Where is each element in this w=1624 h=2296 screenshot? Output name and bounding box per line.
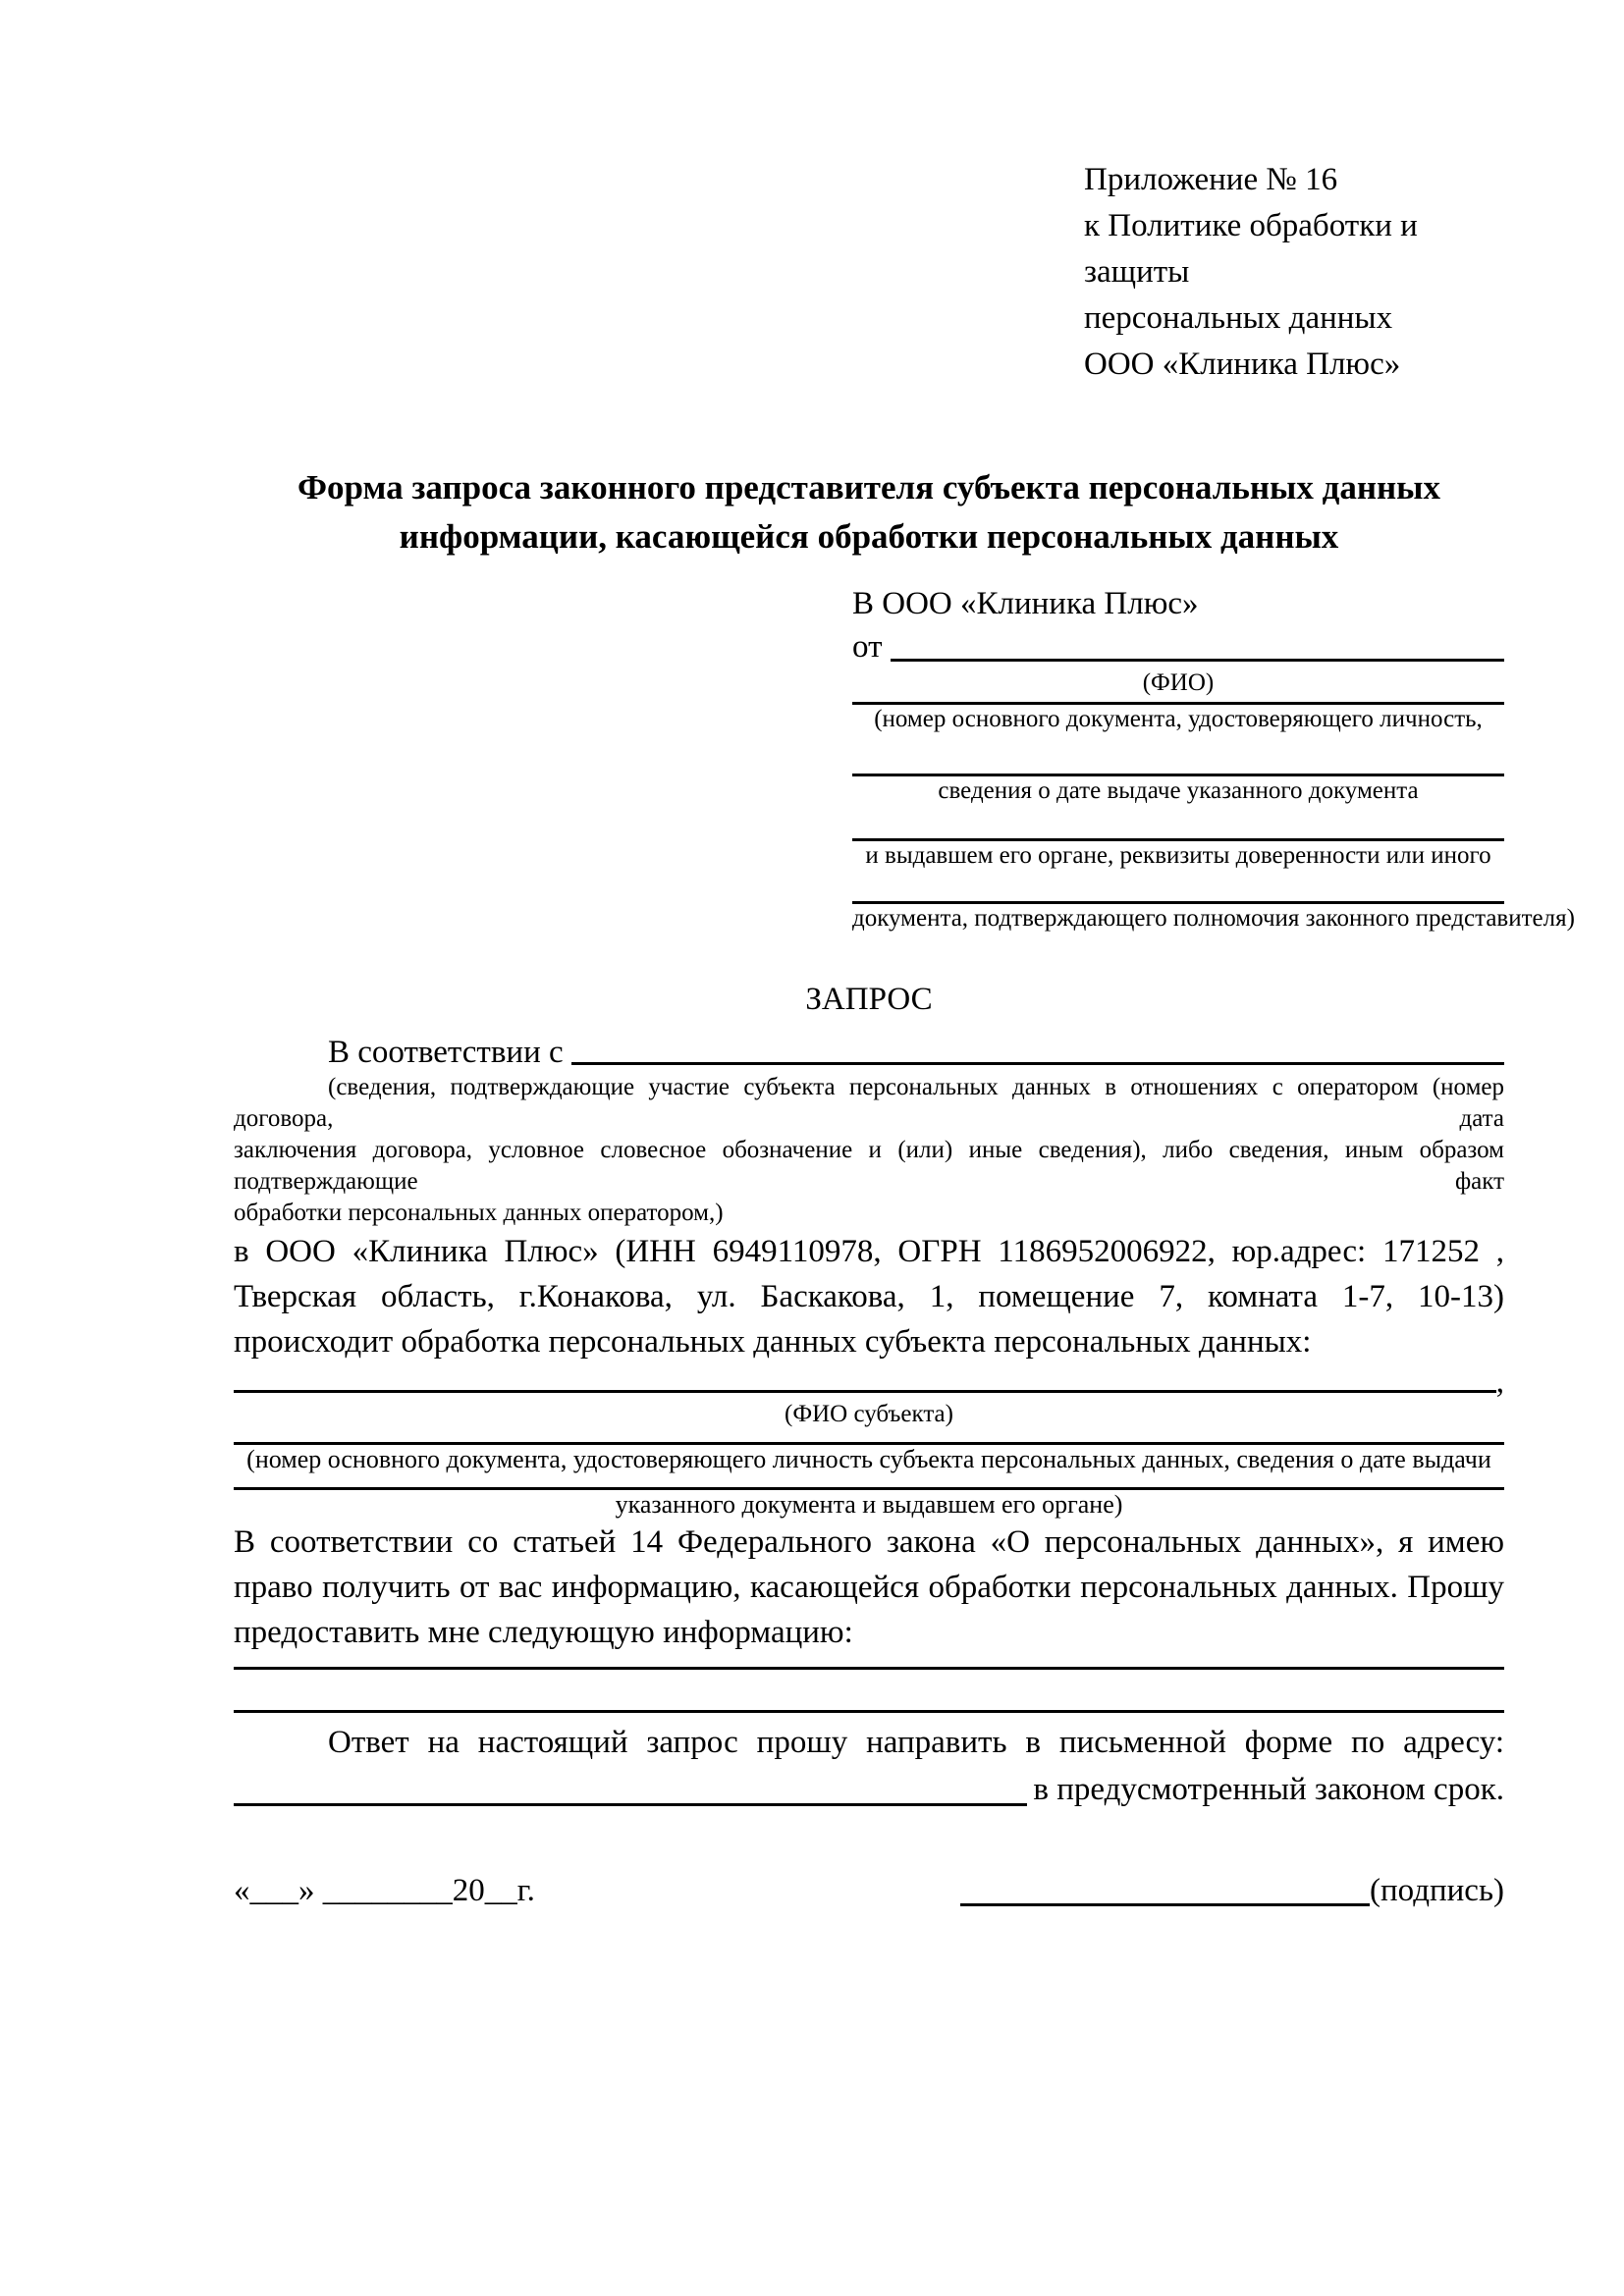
issuing-authority-blank-line xyxy=(852,806,1504,841)
field-caption: сведения о дате выдаче указанного документа xyxy=(938,777,1419,804)
subject-fio-caption: (ФИО субъекта) xyxy=(785,1401,953,1427)
subject-fio-comma: , xyxy=(1495,1364,1504,1400)
intro-row xyxy=(234,1033,1504,1072)
reply-line-1: Ответ на настоящий запрос прошу направить в письменной форме по адресу: xyxy=(328,1725,1504,1760)
addressee-block xyxy=(852,582,1575,934)
reply-suffix: в предусмотренный законом срок. xyxy=(1033,1772,1504,1807)
subject-doc-blank-line xyxy=(234,1429,1504,1445)
appendix-note-line: персональных данных xyxy=(1084,300,1393,336)
footer-row xyxy=(234,1869,1504,1913)
signature-caption: (подпись) xyxy=(1370,1873,1504,1908)
document-title-line: информации, касающейся обработки персональных данных xyxy=(399,517,1339,556)
addressee-from-row xyxy=(852,625,1504,668)
authority-document-blank-line xyxy=(852,871,1504,904)
document-title xyxy=(234,463,1504,561)
addressee-to: В ООО «Клиника Плюс» xyxy=(852,586,1199,621)
document-number-blank-line xyxy=(852,698,1504,705)
fio-blank-line xyxy=(891,625,1505,662)
date-line: «___» ________20__г. xyxy=(234,1873,535,1908)
basis-caption-line: заключения договора, условное словесное обозначение и (или) иные сведения), либо сведения, иным образом подтверждающие факт xyxy=(234,1137,1504,1195)
subject-doc-caption: указанного документа и выдавшем его органе) xyxy=(615,1490,1123,1519)
signature-block xyxy=(960,1869,1504,1913)
signature-blank-line xyxy=(960,1903,1370,1906)
basis-caption-line: (сведения, подтверждающие участие субъекта персональных данных в отношениях с оператором (номер договора, дата xyxy=(234,1074,1504,1132)
subject-fio-blank-line xyxy=(234,1364,1496,1393)
appendix-note-line: ООО «Клиника Плюс» xyxy=(1084,347,1401,382)
operator-paragraph xyxy=(234,1229,1504,1364)
issue-date-blank-line xyxy=(852,734,1504,776)
subject-fio-row xyxy=(234,1364,1504,1400)
intro-label: В соответствии с xyxy=(328,1035,564,1070)
appendix-note xyxy=(1084,157,1504,388)
operator-paragraph-line: в ООО «Клиника Плюс» (ИНН 6949110978, ОГРН 1186952006922, юр.адрес: 171252 , xyxy=(234,1234,1504,1269)
request-heading: ЗАПРОС xyxy=(805,982,933,1017)
reply-address-blank-line xyxy=(234,1766,1027,1806)
info-blank-line-1 xyxy=(234,1655,1504,1670)
info-blank-line-2 xyxy=(234,1670,1504,1713)
basis-blank-line xyxy=(571,1033,1504,1065)
document-title-line: Форма запроса законного представителя субъекта персональных данных xyxy=(298,468,1440,507)
statement-line: В соответствии со статьей 14 Федерального закона «О персональных данных», я имею xyxy=(234,1524,1504,1560)
operator-paragraph-line: Тверская область, г.Конакова, ул. Баскакова, 1, помещение 7, комната 1-7, 10-13) xyxy=(234,1279,1504,1314)
addressee-from-label: от xyxy=(852,629,883,665)
subject-doc-blank-line xyxy=(234,1474,1504,1490)
statement-line: право получить от вас информацию, касающейся обработки персональных данных. Прошу xyxy=(234,1570,1504,1605)
appendix-note-line: к Политике обработки и защиты xyxy=(1084,208,1418,290)
fio-caption: (ФИО) xyxy=(1142,669,1215,696)
statement-line: предоставить мне следующую информацию: xyxy=(234,1615,853,1650)
operator-paragraph-line: происходит обработка персональных данных субъекта персональных данных: xyxy=(234,1324,1312,1360)
subject-doc-caption: (номер основного документа, удостоверяющего личность субъекта персональных данных, сведения о дате выдачи xyxy=(246,1445,1491,1473)
field-caption: и выдавшем его органе, реквизиты доверенности или иного xyxy=(865,842,1491,869)
appendix-note-line: Приложение № 16 xyxy=(1084,162,1338,197)
document-content xyxy=(234,0,1575,1913)
field-caption: (номер основного документа, удостоверяющего личность, xyxy=(874,706,1483,732)
basis-caption xyxy=(234,1072,1504,1229)
basis-caption-line: обработки персональных данных оператором,) xyxy=(234,1200,724,1226)
statement-paragraph xyxy=(234,1520,1504,1655)
field-caption: документа, подтверждающего полномочия законного представителя) xyxy=(852,905,1575,932)
reply-row-2 xyxy=(234,1766,1504,1813)
